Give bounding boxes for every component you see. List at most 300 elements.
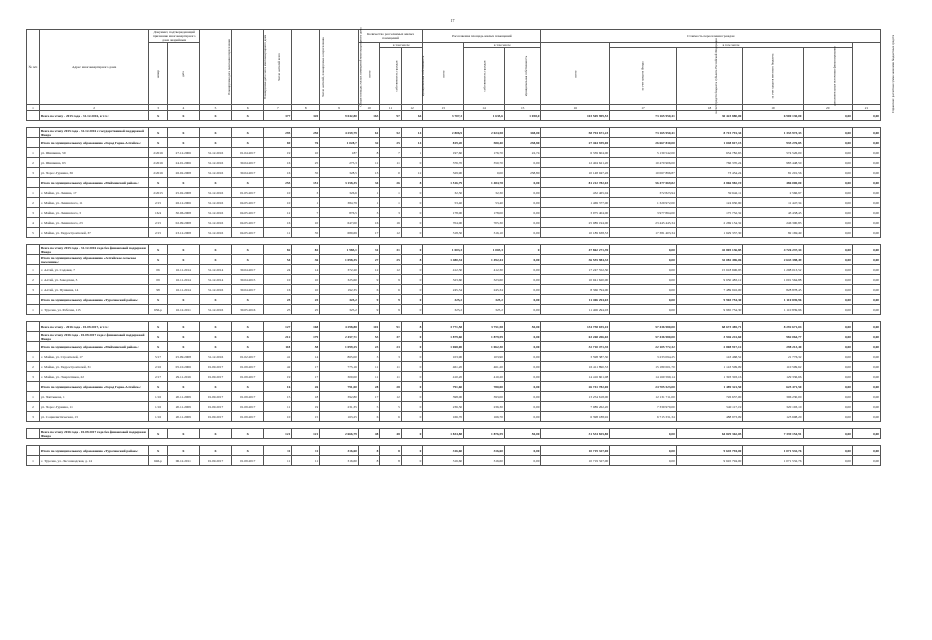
- subtotal-row: [27, 332, 881, 342]
- table-row: [27, 372, 881, 382]
- table-cell: 3: [27, 285, 40, 295]
- table-cell: 26.12.2006: [167, 198, 199, 208]
- table-cell: 35: [292, 168, 320, 178]
- column-number: 20: [803, 105, 852, 111]
- table-cell: 81 212 782,03: [541, 178, 610, 188]
- column-number: 8: [292, 105, 320, 111]
- table-cell: 37: [380, 332, 401, 342]
- table-cell: 32 082 496,06: [676, 255, 743, 265]
- table-cell: 5/17: [149, 352, 167, 362]
- table-cell: 01.09.2017: [232, 392, 264, 402]
- table-cell: X: [167, 382, 199, 392]
- table-cell: 16: [264, 218, 292, 228]
- table-cell: 30.04.2017: [232, 168, 264, 178]
- column-number: 15: [504, 105, 541, 111]
- header-row-groups: [27, 30, 881, 43]
- subtotal-row: [27, 382, 881, 392]
- table-cell: 82: [292, 245, 320, 255]
- table-cell: X: [232, 138, 264, 148]
- table-cell: 09: [149, 275, 167, 285]
- table-cell: 179: [292, 332, 320, 342]
- table-cell: 91: [380, 322, 401, 332]
- table-cell: 1 480,34: [423, 255, 464, 265]
- cost-local-header: за счет средств местного бюджета: [743, 48, 803, 105]
- table-cell: X: [199, 446, 231, 456]
- table-cell: X: [149, 245, 167, 255]
- table-cell: X: [149, 429, 167, 439]
- table-cell: 04.05.2017: [232, 228, 264, 238]
- table-cell: 0,00: [803, 372, 852, 382]
- table-cell: 246 300,83: [743, 218, 803, 228]
- table-cell: 0,00: [803, 295, 852, 305]
- table-cell: 16: [264, 158, 292, 168]
- subtotal-row: [27, 429, 881, 439]
- table-cell: 6: [358, 412, 379, 422]
- table-cell: 323,60: [423, 275, 464, 285]
- table-cell: 25: [380, 255, 401, 265]
- table-row: [27, 456, 881, 466]
- table-cell: 0,00: [852, 412, 880, 422]
- table-cell: 1: [27, 352, 40, 362]
- address-cell: с. Турочак, ул. Рабочая, 115: [39, 305, 149, 315]
- table-cell: 25: [292, 158, 320, 168]
- table-cell: 0: [401, 412, 423, 422]
- table-cell: 31.12.2016: [199, 228, 231, 238]
- address-cell: Итого по муниципальному образованию «Алтайское сельское поселение»:: [39, 255, 149, 265]
- table-cell: 151: [292, 178, 320, 188]
- table-cell: 28: [380, 382, 401, 392]
- table-cell: 127: [264, 322, 292, 332]
- table-cell: 32,30: [423, 188, 464, 198]
- table-cell: 0,00: [803, 362, 852, 372]
- table-cell: 0,00: [504, 218, 541, 228]
- table-cell: 295: [264, 128, 292, 138]
- address-cell: Всего по этапу 2015 года - 31.12.2016 с государственной поддержкой Фонда: [39, 128, 149, 138]
- table-cell: 0: [504, 245, 541, 255]
- table-cell: 16: [264, 382, 292, 392]
- table-cell: 2/15: [149, 198, 167, 208]
- table-cell: 0,00: [852, 148, 880, 158]
- table-cell: 11: [264, 446, 292, 456]
- address-cell: Итого по муниципальному образованию «Город Горно-Алтайск»:: [39, 138, 149, 148]
- table-cell: 42: [264, 362, 292, 372]
- table-cell: X: [149, 255, 167, 265]
- table-cell: 01.09.2017: [199, 402, 231, 412]
- table-cell: 326,6: [320, 188, 359, 198]
- cost-extra-header: дополнительные источники финансирования: [803, 48, 852, 105]
- table-cell: 32,30: [464, 188, 505, 198]
- table-cell: 48: [380, 429, 401, 439]
- table-cell: 0: [401, 218, 423, 228]
- table-cell: 2 566,97: [743, 188, 803, 198]
- table-cell: 10: [264, 188, 292, 198]
- table-cell: 176,70: [464, 148, 505, 158]
- table-cell: 0,00: [504, 275, 541, 285]
- table-cell: X: [167, 128, 199, 138]
- table-cell: 0,00: [504, 188, 541, 198]
- table-cell: 53: [358, 332, 379, 342]
- address-cell: ул. Шишкина, 63: [39, 158, 149, 168]
- table-cell: 461,20: [464, 362, 505, 372]
- table-cell: 2: [27, 158, 40, 168]
- table-cell: 12: [380, 392, 401, 402]
- table-cell: X: [167, 245, 199, 255]
- rooms-group-header: Количество расселяемых жилых помещений: [358, 30, 422, 43]
- table-cell: 166,70: [464, 412, 505, 422]
- table-cell: 12: [358, 265, 379, 275]
- table-cell: 1: [358, 198, 379, 208]
- table-cell: 54: [264, 255, 292, 265]
- table-cell: 3: [27, 372, 40, 382]
- table-cell: 0: [401, 446, 423, 456]
- table-cell: 983 448,50: [743, 158, 803, 168]
- table-cell: 11 406 294,03: [541, 305, 610, 315]
- table-cell: 0,00: [852, 429, 880, 439]
- table-cell: 1: [27, 305, 40, 315]
- table-cell: 0,00: [852, 446, 880, 456]
- table-cell: 9: [380, 275, 401, 285]
- table-cell: 0,00: [504, 178, 541, 188]
- table-cell: 766 370,24: [676, 158, 743, 168]
- table-cell: 48: [358, 429, 379, 439]
- table-cell: 52: [380, 128, 401, 138]
- table-cell: 98: [149, 285, 167, 295]
- planned-demolition-header: Планируемая дата сноса многоквартирного дома: [232, 30, 264, 105]
- area-incl-header: в том числе: [464, 43, 541, 48]
- table-cell: 372 823,94: [610, 188, 677, 198]
- table-cell: 2/15: [149, 228, 167, 238]
- table-cell: 245,34: [464, 285, 505, 295]
- table-cell: 1/16: [149, 402, 167, 412]
- table-cell: 16: [264, 285, 292, 295]
- table-cell: 323,60: [464, 275, 505, 285]
- table-cell: 384,79: [320, 198, 359, 208]
- address-cell: с. Майма, ул. Ленинского, 11: [39, 198, 149, 208]
- table-cell: 61: [358, 128, 379, 138]
- table-cell: 25 089 194,00: [541, 218, 610, 228]
- table-cell: 488 973,09: [676, 412, 743, 422]
- table-cell: 726 637,00: [676, 392, 743, 402]
- table-cell: 47 862 271,39: [541, 245, 610, 255]
- table-cell: 21 776,32: [743, 352, 803, 362]
- table-cell: 412,30: [423, 265, 464, 275]
- table-cell: 69: [264, 138, 292, 148]
- table-cell: 31.12.2016: [199, 168, 231, 178]
- table-cell: 0,00: [504, 342, 541, 352]
- table-cell: 10 189 638,53: [541, 228, 610, 238]
- table-cell: 124 930,90: [676, 198, 743, 208]
- table-cell: 30.04.2015: [232, 275, 264, 285]
- table-cell: 1 071 532,76: [743, 446, 803, 456]
- address-cell: ул. Чаптыкова, 1: [39, 392, 149, 402]
- table-cell: 30.05.2016: [232, 305, 264, 315]
- table-cell: 0: [401, 245, 423, 255]
- table-cell: 0,00: [504, 295, 541, 305]
- table-cell: 192,35: [320, 285, 359, 295]
- table-cell: 19: [264, 372, 292, 382]
- table-cell: [27, 429, 40, 439]
- table-cell: 9 042,80: [320, 111, 359, 121]
- table-cell: 121: [264, 429, 292, 439]
- address-cell: с. Алтай, ул. Садовая, 7: [39, 265, 149, 275]
- table-cell: 0,00: [852, 352, 880, 362]
- table-body: [27, 111, 881, 466]
- table-cell: 0: [401, 392, 423, 402]
- table-cell: 68 673 485,71: [676, 322, 743, 332]
- table-cell: 6: [358, 285, 379, 295]
- column-number: 4: [167, 105, 199, 111]
- table-cell: 10: [264, 198, 292, 208]
- table-cell: 34: [358, 178, 379, 188]
- table-cell: 0,00: [803, 412, 852, 422]
- table-cell: 0,00: [803, 285, 852, 295]
- table-cell: 31.12.2016: [199, 158, 231, 168]
- table-cell: 320: [292, 111, 320, 121]
- table-cell: 31: [358, 245, 379, 255]
- table-cell: 04.05.2017: [232, 208, 264, 218]
- address-cell: с. Майма, ул. Строителей, 17: [39, 352, 149, 362]
- address-cell: с. Майма, ул. Ленина, 17: [39, 188, 149, 198]
- table-cell: 18: [292, 392, 320, 402]
- spacer-row: [27, 238, 881, 245]
- table-cell: 32 710 471,35: [541, 342, 610, 352]
- table-cell: 20.11.2009: [167, 392, 199, 402]
- table-cell: 26 667 830,00: [610, 138, 677, 148]
- address-cell: Всего по этапу 2016 года - 01.09.2017 года с финансовой поддержкой Фонда: [39, 332, 149, 342]
- table-cell: 0: [401, 285, 423, 295]
- rooms-private-header: собственность граждан: [380, 48, 401, 105]
- table-cell: 20.11.2009: [167, 402, 199, 412]
- table-cell: 0,00: [852, 322, 880, 332]
- table-cell: 0,00: [610, 456, 677, 466]
- address-cell: с. Майма, ул. Энергетиков, 22: [39, 372, 149, 382]
- table-cell: 1 048 817,15: [676, 138, 743, 148]
- address-cell: Всего по этапу 2015 года - 31.12.2016 года без финансовой поддержки Фонда: [39, 245, 149, 255]
- table-cell: 01.09.2017: [199, 362, 231, 372]
- table-cell: 3 707,3: [423, 111, 464, 121]
- table-cell: 26 741 782,00: [541, 382, 610, 392]
- table-cell: 250: [292, 128, 320, 138]
- table-cell: 0,00: [610, 285, 677, 295]
- table-cell: 1: [27, 188, 40, 198]
- table-cell: 231,35: [320, 402, 359, 412]
- table-cell: 0,00: [852, 456, 880, 466]
- table-cell: 17 247 552,30: [541, 265, 610, 275]
- table-cell: 6 900 130,00: [743, 111, 803, 121]
- table-cell: X: [199, 382, 231, 392]
- table-cell: X: [149, 295, 167, 305]
- table-cell: 0,00: [504, 402, 541, 412]
- table-cell: 16.11.2014: [167, 275, 199, 285]
- table-cell: 12 404 621,20: [541, 158, 610, 168]
- table-cell: 9 965 754,30: [676, 305, 743, 315]
- address-cell: Итого по муниципальному образованию «Майминский район»:: [39, 342, 149, 352]
- table-cell: 31.12.2014: [199, 265, 231, 275]
- table-row: [27, 158, 881, 168]
- table-cell: 15: [292, 412, 320, 422]
- table-cell: 01.09.2017: [199, 412, 231, 422]
- table-cell: 53,40: [423, 198, 464, 208]
- table-cell: 2 643 398,49: [743, 255, 803, 265]
- table-cell: 16/4: [149, 208, 167, 218]
- table-cell: 8 292 671,04: [743, 322, 803, 332]
- table-cell: 4 259,79: [320, 128, 359, 138]
- table-cell: 704,00: [423, 218, 464, 228]
- column-number: 12: [401, 105, 423, 111]
- table-cell: 2: [27, 275, 40, 285]
- table-cell: 73 165 950,41: [610, 128, 677, 138]
- table-cell: 0: [401, 188, 423, 198]
- table-cell: 30 423 880,00: [676, 111, 743, 121]
- table-cell: 0,00: [803, 111, 852, 121]
- table-cell: X: [199, 342, 231, 352]
- table-cell: 4: [27, 218, 40, 228]
- table-cell: 3 598 387,30: [541, 352, 610, 362]
- table-cell: 348,00: [504, 128, 541, 138]
- table-cell: 04.05.2017: [232, 198, 264, 208]
- doc-group-header: Документ, подтверждающий признание многоквартирного дома аварийным: [149, 30, 199, 43]
- table-cell: 11: [292, 456, 320, 466]
- table-cell: 82 169,49: [743, 228, 803, 238]
- table-cell: 64: [401, 111, 423, 121]
- table-cell: 0,00: [852, 275, 880, 285]
- table-cell: 2 806,9: [423, 128, 464, 138]
- table-cell: 2 269 154,32: [676, 218, 743, 228]
- table-cell: 3: [27, 412, 40, 422]
- table-cell: 0,00: [803, 305, 852, 315]
- spacer-cell: [27, 439, 881, 446]
- table-cell: 1 484,78: [464, 178, 505, 188]
- area-private-header: собственность граждан: [464, 48, 505, 105]
- table-cell: 625 471,50: [743, 382, 803, 392]
- table-cell: 0: [401, 295, 423, 305]
- table-cell: 0,00: [610, 265, 677, 275]
- table-cell: 0,00: [803, 208, 852, 218]
- subtotal-row: [27, 255, 881, 265]
- table-cell: 9: [358, 275, 379, 285]
- table-cell: 26: [292, 382, 320, 392]
- table-cell: 31.12.2016: [199, 285, 231, 295]
- table-cell: 11: [264, 456, 292, 466]
- table-row: [27, 352, 881, 362]
- table-cell: 1 298 013,52: [743, 265, 803, 275]
- table-cell: 81 201,56: [743, 168, 803, 178]
- table-cell: 1 071 532,76: [743, 456, 803, 466]
- table-cell: X: [199, 111, 231, 121]
- table-cell: 689,69: [320, 228, 359, 238]
- address-cell: с. Майма, ул. Ленинского, 3: [39, 208, 149, 218]
- table-cell: 325,2: [464, 295, 505, 305]
- table-cell: 1 469 377,00: [541, 198, 610, 208]
- table-cell: X: [167, 178, 199, 188]
- table-cell: 31.12.2014: [199, 275, 231, 285]
- table-cell: 1 143 509,09: [676, 362, 743, 372]
- table-cell: 0: [401, 342, 423, 352]
- table-cell: 01.09.2017: [232, 456, 264, 466]
- table-cell: 0,00: [803, 168, 852, 178]
- table-cell: 0,00: [803, 228, 852, 238]
- table-cell: 0,00: [610, 429, 677, 439]
- table-cell: 64 829 362,05: [676, 429, 743, 439]
- table-cell: 0: [401, 429, 423, 439]
- address-cell: Итого по муниципальному образованию «Турочакский район»:: [39, 446, 149, 456]
- table-cell: 935 276,85: [743, 138, 803, 148]
- table-cell: 392,80: [320, 392, 359, 402]
- table-cell: 1 879,59: [464, 332, 505, 342]
- table-cell: 16: [358, 218, 379, 228]
- table-cell: 24.01.2006: [167, 158, 199, 168]
- table-cell: 01.02.2017: [232, 352, 264, 362]
- table-cell: 10 067 896,87: [610, 168, 677, 178]
- table-cell: 212: [264, 332, 292, 342]
- table-cell: 175 732,32: [676, 208, 743, 218]
- table-cell: 982 064,77: [743, 332, 803, 342]
- table-cell: 14: [401, 138, 423, 148]
- table-cell: 22 105 772,32: [610, 342, 677, 352]
- table-cell: 31.12.2016: [199, 208, 231, 218]
- table-cell: 56 477 069,82: [610, 178, 677, 188]
- table-cell: 24 705 523,00: [610, 382, 677, 392]
- area-total-header: всего: [423, 43, 464, 105]
- column-number: 7: [264, 105, 292, 111]
- table-cell: X: [149, 446, 167, 456]
- table-cell: 27 464 939,00: [541, 138, 610, 148]
- table-row: [27, 168, 881, 178]
- table-cell: 819,20: [423, 138, 464, 148]
- table-cell: 0,00: [610, 305, 677, 315]
- table-cell: 3: [358, 352, 379, 362]
- table-cell: 1 834,88: [423, 429, 464, 439]
- table-cell: 0: [401, 456, 423, 466]
- table-cell: 17: [358, 392, 379, 402]
- table-cell: 865,00: [320, 352, 359, 362]
- table-cell: 0: [401, 372, 423, 382]
- table-cell: 17: [292, 372, 320, 382]
- rooms-municipal-header: муниципальная собственность: [401, 48, 423, 105]
- table-cell: 0,00: [464, 168, 505, 178]
- column-number: 16: [541, 105, 610, 111]
- table-row: [27, 285, 881, 295]
- table-cell: 82: [264, 245, 292, 255]
- table-cell: 06: [149, 265, 167, 275]
- table-cell: 63 268 206,65: [541, 332, 610, 342]
- table-cell: 23.12.2008: [167, 228, 199, 238]
- table-cell: 0,00: [803, 198, 852, 208]
- table-cell: 791,60: [423, 382, 464, 392]
- table-cell: X: [149, 128, 167, 138]
- table-cell: 1 062,30: [464, 342, 505, 352]
- table-cell: 31.12.2016: [199, 305, 231, 315]
- table-cell: 35: [292, 228, 320, 238]
- table-cell: 0,00: [852, 128, 880, 138]
- address-cell: Всего по этапу 2016 года - 01.09.2017 года без финансовой поддержки Фонда: [39, 429, 149, 439]
- table-cell: 3: [380, 352, 401, 362]
- table-cell: 1: [292, 198, 320, 208]
- table-cell: 01.09.2017: [199, 392, 231, 402]
- table-cell: 3 977 864,00: [610, 208, 677, 218]
- table-cell: 11: [380, 158, 401, 168]
- table-cell: 12: [264, 208, 292, 218]
- subtotal-row: [27, 245, 881, 255]
- table-cell: X: [167, 138, 199, 148]
- table-cell: 25.02.2008: [167, 188, 199, 198]
- table-cell: 1 110 839,96: [743, 295, 803, 305]
- table-cell: 11 406 294,03: [541, 295, 610, 305]
- table-cell: 1: [380, 188, 401, 198]
- table-cell: 14: [292, 265, 320, 275]
- table-cell: 0,00: [852, 245, 880, 255]
- table-cell: X: [232, 111, 264, 121]
